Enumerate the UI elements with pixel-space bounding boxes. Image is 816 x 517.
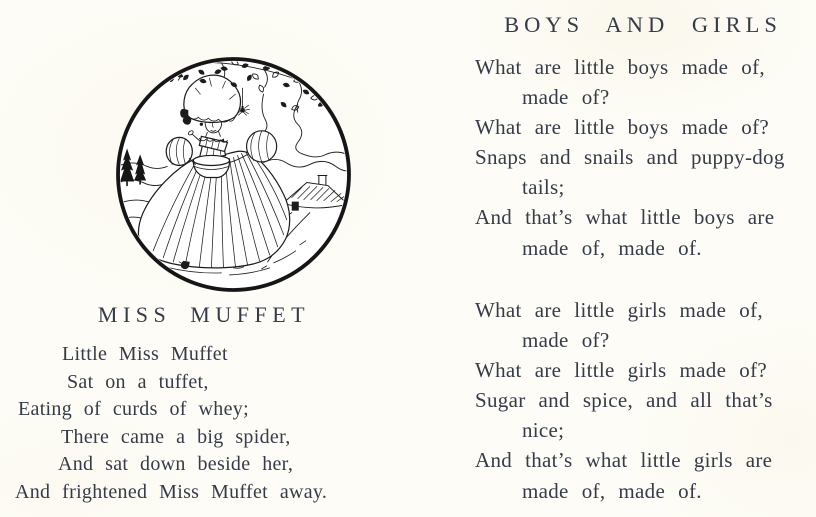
miss-muffet-illustration <box>113 54 354 295</box>
right-page-title: BOYS AND GIRLS <box>504 12 782 37</box>
poem-line: Snaps and snails and puppy-dog <box>475 145 785 170</box>
poem-line: There came a big spider, <box>61 425 291 448</box>
poem-line: And frightened Miss Muffet away. <box>15 480 328 503</box>
poem-line: made of, made of. <box>522 478 702 503</box>
poem-line: And sat down beside her, <box>58 453 294 476</box>
poem-line: nice; <box>522 418 565 443</box>
poem-line: Sugar and spice, and all that’s <box>475 388 773 413</box>
poem-line: made of? <box>522 85 610 110</box>
poem-line: tails; <box>522 175 565 200</box>
bowl <box>193 155 229 177</box>
poem-line: Eating of curds of whey; <box>18 398 249 421</box>
girls-stanza <box>475 295 816 506</box>
poem-line: Little Miss Muffet <box>62 343 228 365</box>
poem-line: And that’s what little boys are <box>475 205 775 230</box>
poem-line: And that’s what little girls are <box>475 448 773 473</box>
miss-muffet-poem <box>0 341 408 507</box>
vignette-svg <box>113 54 354 295</box>
poem-line: Sat on a tuffet, <box>67 370 209 393</box>
poem-line: made of? <box>522 328 610 353</box>
poem-line: What are little boys made of? <box>475 115 770 140</box>
poem-line: What are little girls made of, <box>475 298 763 322</box>
left-page-title: MISS MUFFET <box>97 302 311 327</box>
poem-line: What are little girls made of? <box>475 358 767 383</box>
boys-stanza <box>475 52 816 263</box>
poem-line: What are little boys made of, <box>475 55 765 79</box>
poem-line: made of, made of. <box>522 235 702 260</box>
